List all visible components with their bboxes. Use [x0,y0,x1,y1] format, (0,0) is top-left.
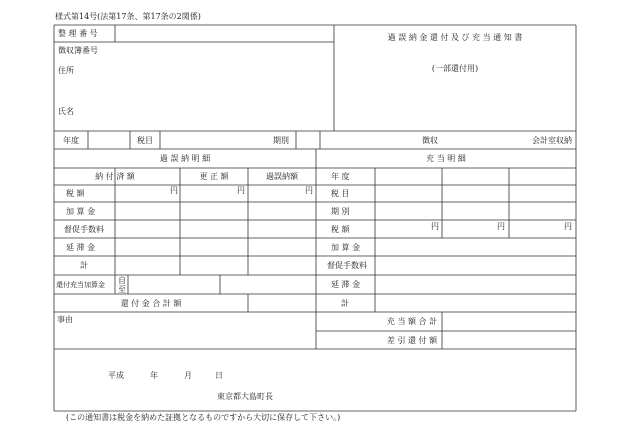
yen-unit-overpaid: 円 [305,186,313,195]
left-total-label: 計 [80,261,88,270]
dunning-fee-label: 督促手数料 [64,225,104,234]
period-from-label: 自 [118,276,126,285]
corrected-amount-header: 更 正 額 [199,172,229,181]
applied-tax-amount-label: 税 額 [331,225,350,234]
period-to-label: 至 [118,285,126,294]
additional-charge-label: 加 算 金 [66,207,96,216]
form-number: 様式第14号(法第17条、第17条の2関係) [55,12,201,21]
yen-unit-paid: 円 [170,186,178,195]
date-year-unit: 年 [150,371,158,380]
yen-unit-applied-2: 円 [497,222,505,231]
footer-note: (この通知書は税金を納めた証拠となるものですから大切に保存して下さい。) [66,413,341,422]
applied-details-title: 充 当 明 細 [426,154,466,163]
document-title: 過 誤 納 金 還 付 及 び 充 当 通 知 書 [387,33,523,42]
reference-number-label: 整 理 番 号 [58,29,98,38]
applied-year-label: 年 度 [331,172,350,181]
date-day-unit: 日 [215,371,223,380]
net-refund-amount-label: 差 引 還 付 額 [386,336,438,345]
tax-item-label: 税目 [137,136,153,145]
late-charge-label: 延 滞 金 [66,243,96,252]
applied-tax-item-label: 税 目 [331,189,350,198]
name-label: 氏名 [58,107,74,116]
overpayment-details-title: 過 誤 納 明 細 [159,154,211,163]
address-label: 住所 [58,66,74,75]
fiscal-year-label: 年度 [63,136,79,145]
document-subtitle: (一部還付用) [431,64,479,73]
applied-total-label: 計 [341,299,349,308]
applied-dunning-fee-label: 督促手数料 [327,261,367,270]
refund-interest-label: 還付充当加算金 [56,281,105,289]
date-era-label: 平成 [108,371,124,380]
issuer-name: 東京都大島町長 [217,392,273,401]
date-month-unit: 月 [184,371,192,380]
applied-additional-charge-label: 加 算 金 [331,243,361,252]
applied-late-charge-label: 延 滞 金 [331,280,361,289]
applied-period-label: 期 別 [331,207,350,216]
yen-unit-applied-1: 円 [431,222,439,231]
tax-amount-label: 税 額 [66,189,85,198]
collection-label: 徴収 [422,136,438,145]
overpaid-amount-header: 過誤納額 [266,172,298,181]
reason-label: 事由 [57,315,73,324]
refund-total-label: 還 付 金 合 計 額 [120,299,182,308]
paid-amount-header: 納 付 済 額 [95,172,135,181]
yen-unit-applied-3: 円 [564,222,572,231]
account-office-label: 会計室収納 [532,136,572,145]
yen-unit-corrected: 円 [237,186,245,195]
period-label: 期別 [273,136,289,145]
applied-amount-total-label: 充 当 額 合 計 [386,317,438,326]
collection-book-number-label: 徴収簿番号 [58,46,98,55]
